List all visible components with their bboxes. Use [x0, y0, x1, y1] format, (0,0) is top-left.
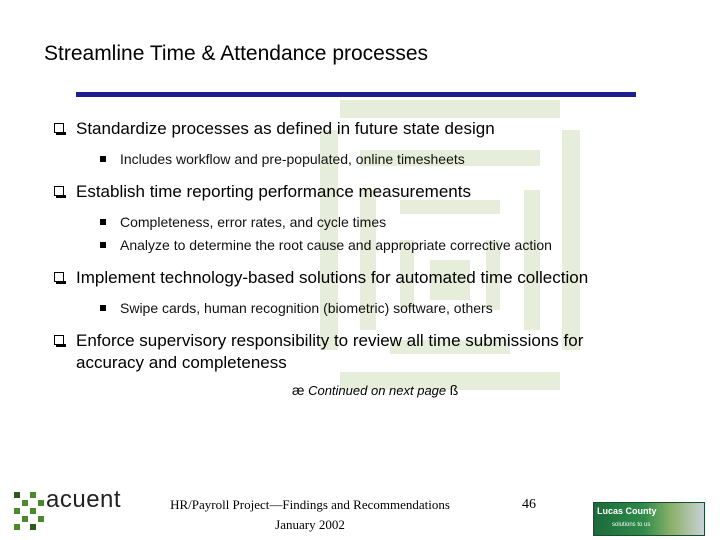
continued-note: [292, 382, 458, 398]
checkbox-bullet-icon: [54, 272, 64, 282]
county-logo-name: Lucas County: [597, 506, 657, 516]
bullet-group-1: [52, 118, 672, 171]
sub-bullet-item: [52, 234, 672, 257]
acuent-logo-text: acuent: [46, 486, 122, 513]
arrow-right-icon: ß: [449, 382, 459, 398]
sub-bullet-item: [52, 211, 672, 234]
bullet-item: [52, 181, 672, 203]
page-number: 46: [522, 497, 536, 512]
title-underline: [76, 92, 636, 97]
sub-bullet-text: Swipe cards, human recognition (biometric) software, others: [120, 300, 493, 316]
bullet-group-2: [52, 181, 672, 257]
footer: [150, 495, 470, 535]
bullet-item: [52, 330, 672, 374]
bullet-text-line1: Enforce supervisory responsibility to review all time submissions for: [76, 331, 584, 350]
square-bullet-icon: [100, 305, 106, 311]
sub-bullet-item: [52, 148, 672, 171]
bullet-group-3: [52, 267, 672, 320]
bullet-item: [52, 267, 672, 289]
bullet-list: [52, 118, 672, 384]
sub-bullet-text: Completeness, error rates, and cycle times: [120, 214, 387, 230]
bullet-text: Implement technology-based solutions for automated time collection: [76, 268, 589, 287]
sub-bullet-text: Analyze to determine the root cause and appropriate corrective action: [120, 237, 552, 253]
square-bullet-icon: [100, 242, 106, 248]
bullet-text-line2: accuracy and completeness: [76, 353, 287, 372]
bullet-text: Standardize processes as defined in future state design: [76, 119, 495, 138]
slide-title: Streamline Time & Attendance processes: [44, 42, 429, 65]
square-bullet-icon: [100, 156, 106, 162]
checkbox-bullet-icon: [54, 335, 64, 345]
footer-line1: HR/Payroll Project—Findings and Recommendations: [170, 497, 450, 512]
bullet-item: [52, 118, 672, 140]
county-logo: [593, 502, 705, 536]
continued-text: Continued on next page: [308, 383, 447, 398]
sub-bullet-item: [52, 297, 672, 320]
bullet-text: Establish time reporting performance measurements: [76, 182, 471, 201]
checkbox-bullet-icon: [54, 123, 64, 133]
arrow-left-icon: æ: [292, 382, 305, 398]
square-bullet-icon: [100, 219, 106, 225]
footer-line2: January 2002: [275, 517, 345, 532]
bullet-group-4: [52, 330, 672, 374]
checkbox-bullet-icon: [54, 186, 64, 196]
sub-bullet-text: Includes workflow and pre-populated, online timesheets: [120, 151, 465, 167]
county-logo-tagline: solutions to us: [612, 522, 651, 528]
